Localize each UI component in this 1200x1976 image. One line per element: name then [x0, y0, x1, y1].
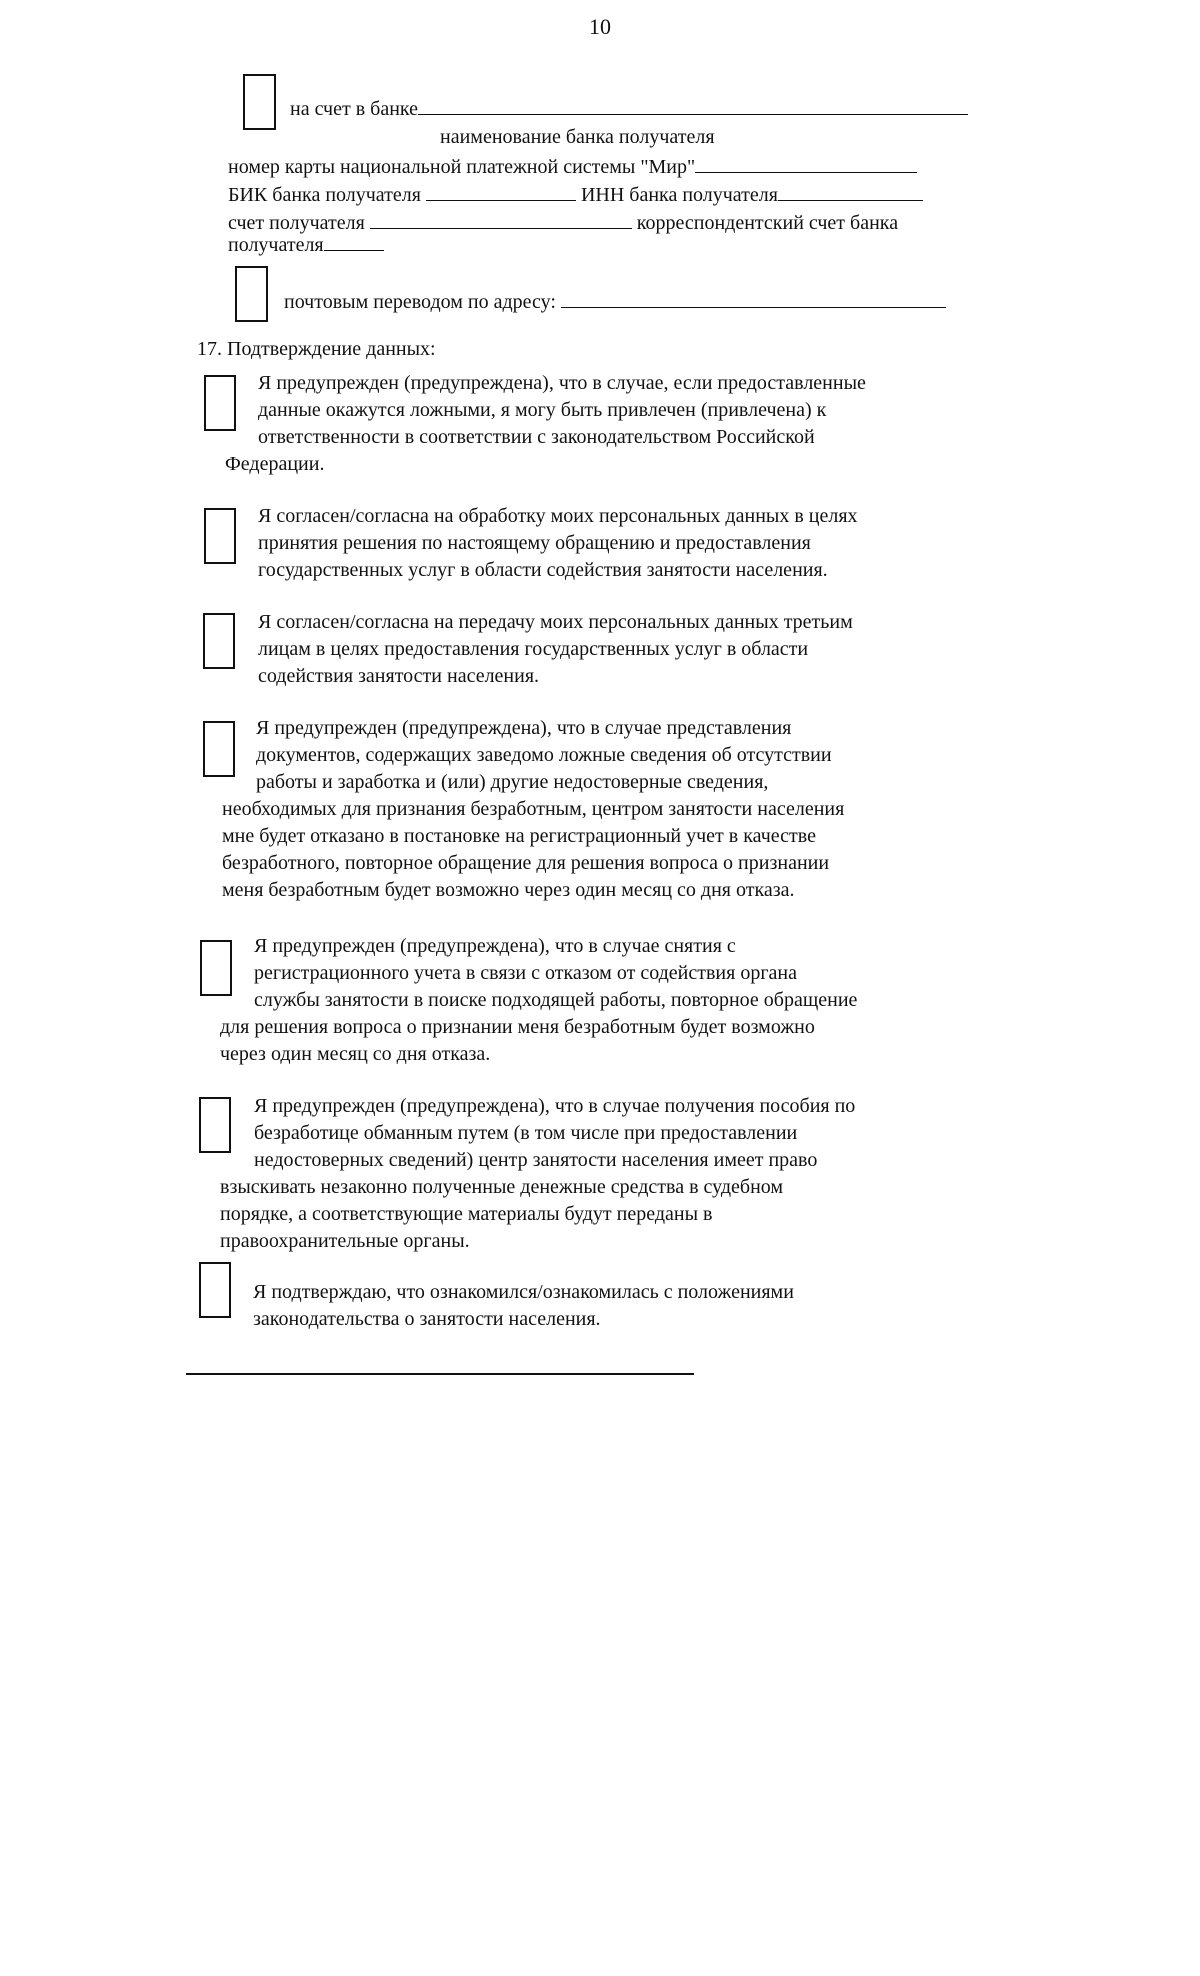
confirm-line: взыскивать незаконно полученные денежные средства в судебном: [220, 1176, 784, 1198]
postal-transfer-checkbox[interactable]: [235, 266, 268, 322]
confirm-line: лицам в целях предоставления государственных услуг в области: [258, 638, 809, 660]
confirm-line: регистрационного учета в связи с отказом от содействия органа: [254, 962, 797, 984]
confirm-line: принятия решения по настоящему обращению и предоставления: [258, 532, 811, 554]
postal-transfer-row: [284, 289, 946, 312]
confirm-line: через один месяц со дня отказа.: [220, 1043, 491, 1065]
page-number: 10: [589, 14, 611, 39]
confirm-line: Я предупрежден (предупреждена), что в случае снятия с: [254, 935, 736, 957]
bik-label: БИК банка получателя: [228, 184, 421, 206]
card-number-label: номер карты национальной платежной системы "Мир": [228, 156, 696, 178]
confirm-text-2: [225, 503, 985, 584]
confirm-line: безработице обманным путем (в том числе при предоставлении: [254, 1122, 798, 1144]
card-number-field[interactable]: [695, 154, 917, 173]
confirm-line: Федерации.: [225, 453, 325, 475]
confirm-line: Я предупрежден (предупреждена), что в случае получения пособия по: [254, 1095, 856, 1117]
corr-account-label: корреспондентский счет банка: [636, 212, 899, 234]
confirm-line: мне будет отказано в постановке на регистрационный учет в качестве: [222, 825, 816, 847]
bank-name-caption: наименование банка получателя: [440, 126, 715, 148]
card-number-row: [228, 154, 917, 177]
bank-account-label: на счет в банке: [290, 96, 968, 119]
postal-transfer-label: почтовым переводом по адресу:: [284, 291, 556, 313]
corr-account-row: [228, 232, 384, 255]
closing-divider: [186, 1373, 694, 1375]
bik-field[interactable]: [426, 182, 576, 201]
inn-label: ИНН банка получателя: [580, 184, 778, 206]
account-field[interactable]: [370, 210, 632, 229]
confirm-line: для решения вопроса о признании меня безработным будет возможно: [220, 1016, 815, 1038]
inn-field[interactable]: [778, 182, 923, 201]
confirm-line: Я предупрежден (предупреждена), что в случае, если предоставленные: [258, 372, 866, 394]
confirm-line: работы и заработка и (или) другие недостоверные сведения,: [256, 771, 769, 793]
confirm-line: Я согласен/согласна на передачу моих персональных данных третьим: [258, 611, 853, 633]
confirm-line: Я предупрежден (предупреждена), что в случае представления: [256, 717, 792, 739]
confirm-line: Я подтверждаю, что ознакомился/ознакомилась с положениями: [253, 1281, 794, 1303]
section-17-title: 17. Подтверждение данных:: [197, 338, 436, 360]
confirm-text-5: [220, 933, 990, 1068]
confirm-line: необходимых для признания безработным, центром занятости населения: [222, 798, 845, 820]
confirm-line: порядке, а соответствующие материалы будут переданы в: [220, 1203, 713, 1225]
confirm-text-4: [222, 715, 982, 904]
confirm-line: государственных услуг в области содействия занятости населения.: [258, 559, 828, 581]
postal-address-field[interactable]: [561, 289, 946, 308]
confirm-line: недостоверных сведений) центр занятости населения имеет право: [254, 1149, 818, 1171]
confirm-line: данные окажутся ложными, я могу быть привлечен (привлечена) к: [258, 399, 827, 421]
bank-account-checkbox[interactable]: [243, 74, 276, 130]
bank-name-field[interactable]: [418, 96, 968, 115]
confirm-text-1: [225, 370, 985, 478]
confirm-line: службы занятости в поиске подходящей работы, повторное обращение: [254, 989, 858, 1011]
bik-inn-row: [228, 182, 923, 205]
confirm-line: законодательства о занятости населения.: [253, 1308, 601, 1330]
account-label: счет получателя: [228, 212, 365, 234]
confirm-line: документов, содержащих заведомо ложные сведения об отсутствии: [256, 744, 832, 766]
confirm-line: содействия занятости населения.: [258, 665, 540, 687]
confirm-line: Я согласен/согласна на обработку моих персональных данных в целях: [258, 505, 858, 527]
account-row: [228, 210, 898, 233]
confirm-line: ответственности в соответствии с законодательством Российской: [258, 426, 815, 448]
confirm-text-7: [220, 1279, 980, 1333]
corr-account-field[interactable]: [324, 232, 384, 251]
corr-account-label-2: получателя: [228, 234, 324, 256]
confirm-line: меня безработным будет возможно через один месяц со дня отказа.: [222, 879, 795, 901]
confirm-line: правоохранительные органы.: [220, 1230, 470, 1252]
confirm-text-6: [220, 1093, 980, 1255]
confirm-text-3: [225, 609, 985, 690]
confirm-line: безработного, повторное обращение для решения вопроса о признании: [222, 852, 830, 874]
